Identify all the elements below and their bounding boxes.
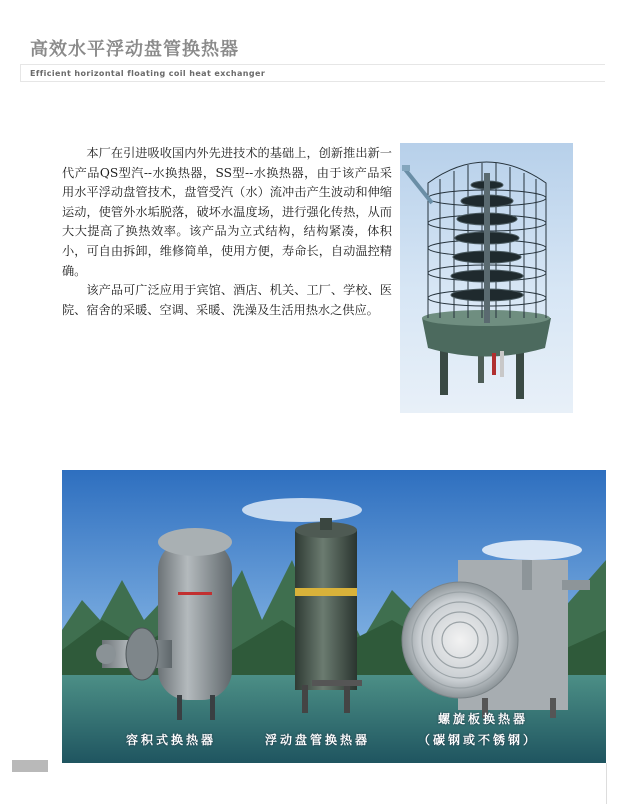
coil-exchanger-illustration	[400, 143, 573, 413]
caption-floating-coil-exchanger: 浮动盘管换热器	[265, 733, 371, 747]
page-marker	[12, 760, 48, 772]
page-edge-rule	[606, 763, 607, 804]
header-rule-bottom	[20, 81, 605, 82]
caption-volumetric-exchanger: 容积式换热器	[126, 733, 217, 747]
header-rule-top	[20, 64, 605, 65]
intro-paragraph-1: 本厂在引进吸收国内外先进技术的基础上，创新推出新一代产品QS型汽--水换热器，SS型--水换热器，由于该产品采用水平浮动盘管技术，盘管受汽（水）流冲击产生波动和伸缩运动，使管外水垢脱落，破坏水温度场，进行强化传热，从而大大提高了换热效率。该产品为立式结构，结构紧凑，体积小，可自由拆卸，维修简单，使用方便，寿命长，自动温控精确。	[62, 146, 392, 278]
caption-spiral-plate-material: （碳钢或不锈钢）	[418, 733, 539, 747]
page-header	[0, 0, 619, 90]
page-subtitle-en: Efficient horizontal floating coil heat exchanger	[30, 69, 266, 78]
coil-exchanger-drawing	[400, 143, 573, 413]
intro-text	[62, 144, 392, 320]
page-title: 高效水平浮动盘管换热器	[30, 39, 239, 60]
caption-spiral-plate-exchanger: 螺旋板换热器	[438, 712, 529, 726]
header-rule-left	[20, 64, 21, 82]
intro-paragraph-2: 该产品可广泛应用于宾馆、酒店、机关、工厂、学校、医院、宿舍的采暖、空调、采暖、洗澡及生活用热水之供应。	[62, 283, 392, 317]
